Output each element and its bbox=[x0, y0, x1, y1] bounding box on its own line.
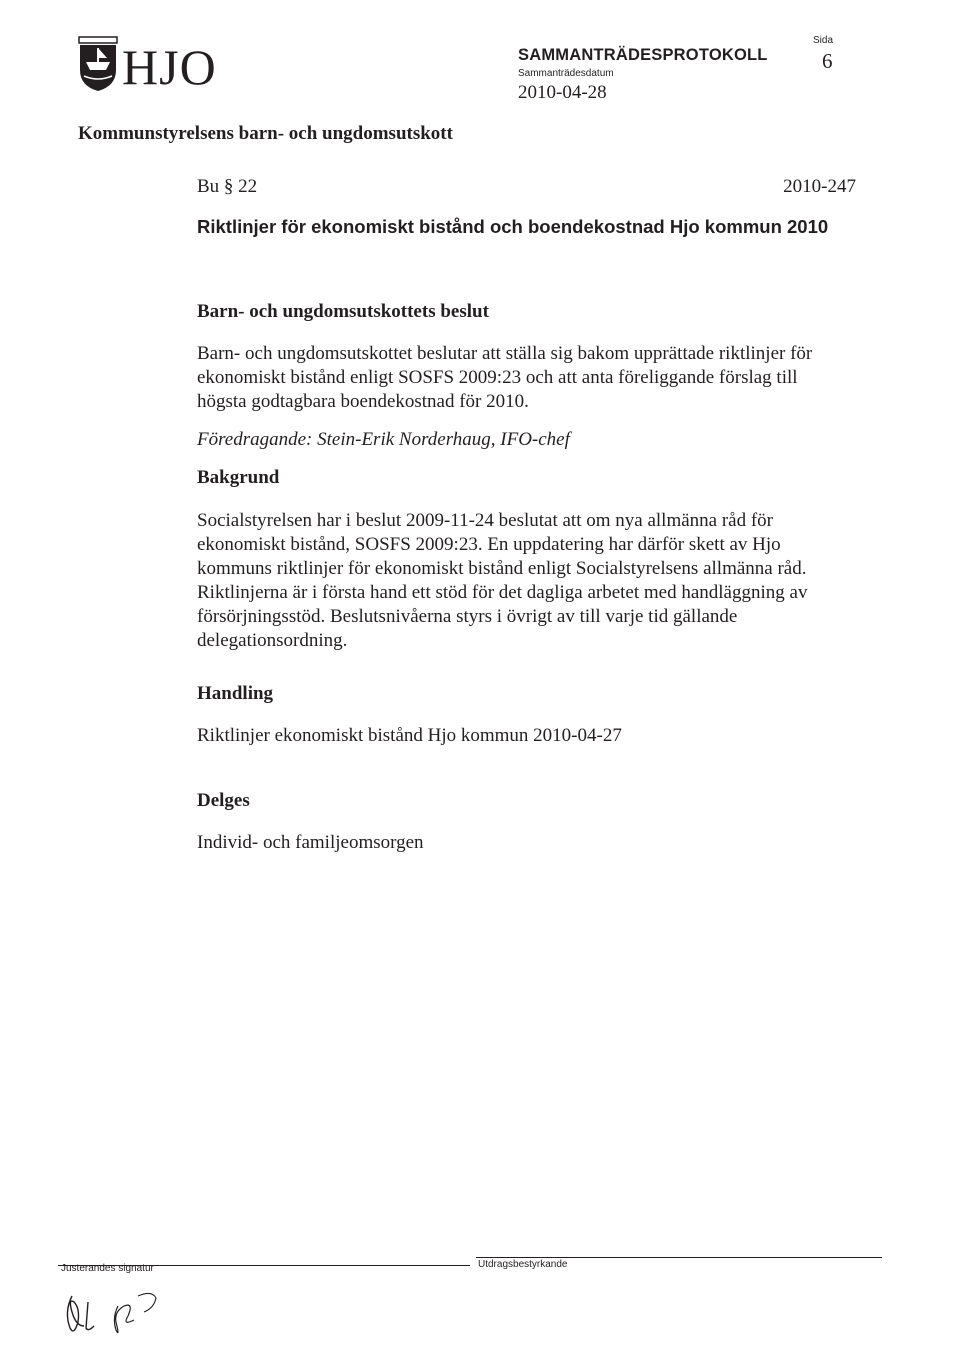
distribution-heading: Delges bbox=[197, 790, 250, 811]
meeting-date-label: Sammanträdesdatum bbox=[518, 68, 614, 79]
handwritten-signature bbox=[58, 1282, 178, 1342]
handling-heading: Handling bbox=[197, 683, 274, 704]
decision-heading: Barn- och ungdomsutskottets beslut bbox=[197, 301, 489, 322]
committee-name: Kommunstyrelsens barn- och ungdomsutskott bbox=[78, 123, 453, 144]
background-heading: Bakgrund bbox=[197, 467, 280, 488]
logo-wordmark: HJO bbox=[122, 39, 217, 95]
certification-label: Utdragsbestyrkande bbox=[478, 1259, 568, 1270]
signature-label: Justerandes signatur bbox=[61, 1263, 154, 1274]
page-label: Sida bbox=[813, 35, 834, 46]
item-title: Riktlinjer för ekonomiskt bistånd och boendekostnad Hjo kommun 2010 bbox=[197, 216, 829, 237]
page-number: 6 bbox=[822, 49, 833, 73]
certification-line bbox=[476, 1257, 882, 1258]
distribution-text: Individ- och familjeomsorgen bbox=[197, 832, 424, 853]
decision-text: Barn- och ungdomsutskottet beslutar att ställa sig bakom upprättade riktlinjer för ekonomiskt bistånd enligt SOSFS 2009:23 och att anta föreliggande förslag till högsta godtagbara boendekostnad för 2010. bbox=[197, 343, 813, 412]
case-number: 2010-247 bbox=[783, 176, 856, 197]
municipality-crest-logo bbox=[78, 36, 118, 92]
background-text: Socialstyrelsen har i beslut 2009-11-24 beslutat att om nya allmänna råd för ekonomiskt bistånd, SOSFS 2009:23. En uppdatering har därför skett av Hjo kommuns riktlinjer för ekonomiskt bistånd enligt Socialstyrelsens allmänna råd. Riktlinjerna är i första hand ett stöd för det dagliga arbetet med handläggning av försörjningsstöd. Beslutsnivåerna styrs i övrigt av till varje tid gällande delegationsordning. bbox=[197, 510, 808, 651]
handling-text: Riktlinjer ekonomiskt bistånd Hjo kommun 2010-04-27 bbox=[197, 725, 622, 746]
document-type-title: SAMMANTRÄDESPROTOKOLL bbox=[518, 46, 768, 64]
presenter-line: Föredragande: Stein-Erik Norderhaug, IFO-chef bbox=[197, 429, 570, 450]
section-number: Bu § 22 bbox=[197, 176, 258, 197]
meeting-date-value: 2010-04-28 bbox=[518, 82, 607, 103]
